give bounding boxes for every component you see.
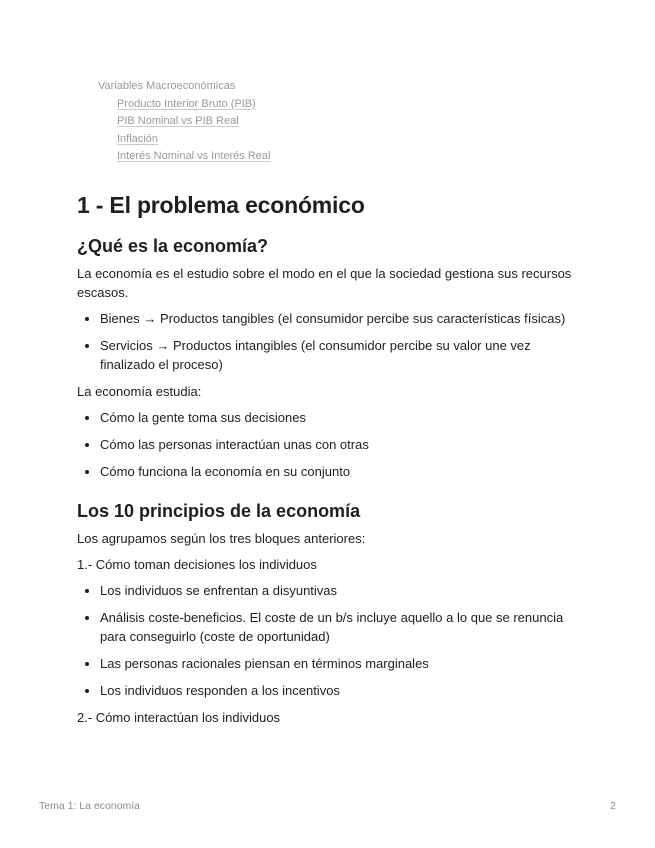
paragraph-studies-label: La economía estudia: — [77, 384, 202, 399]
section-heading-que-es: ¿Qué es la economía? — [77, 236, 269, 256]
toc-item-pib-nominal-real[interactable]: PIB Nominal vs PIB Real — [117, 115, 239, 128]
table-of-contents — [98, 78, 270, 166]
bullet-list-bienes-servicios — [77, 309, 572, 374]
list-item: • Los individuos se enfrentan a disyuntivas — [100, 581, 572, 600]
list-item: • Las personas racionales piensan en términos marginales — [100, 654, 572, 673]
paragraph-intro-principios: Los agrupamos según los tres bloques anteriores: — [77, 531, 366, 546]
bullet-list-estudia — [77, 408, 572, 481]
toc-item-interes[interactable]: Interés Nominal vs Interés Real — [117, 150, 271, 163]
document-body — [77, 190, 572, 734]
toc-item-pib[interactable]: Producto Interior Bruto (PIB) — [117, 97, 256, 110]
block-label-interactuan: 2.- Cómo interactúan los individuos — [77, 710, 281, 725]
list-item: • Cómo las personas interactúan unas con otras — [100, 435, 572, 454]
block-label-decisiones: 1.- Cómo toman decisiones los individuos — [77, 557, 317, 572]
toc-item-inflacion[interactable]: Inflación — [117, 132, 158, 145]
paragraph-definition: La economía es el estudio sobre el modo en el que la sociedad gestiona sus recursos escasos. — [77, 266, 572, 300]
list-item: • Cómo la gente toma sus decisiones — [100, 408, 572, 427]
bullet-list-principios-1 — [77, 581, 572, 700]
page-number: 2 — [610, 800, 616, 812]
page-footer — [39, 800, 616, 812]
toc-section-link[interactable]: Variables Macroeconómicas — [98, 80, 236, 92]
list-item: • Cómo funciona la economía en su conjunto — [100, 462, 572, 481]
list-item: • Análisis coste-beneficios. El coste de un b/s incluye aquello a lo que se renuncia para conseguirlo (coste de oportunidad) — [100, 608, 572, 646]
section-heading-principios: Los 10 principios de la economía — [77, 501, 361, 521]
list-item: • Servicios → Productos intangibles (el consumidor percibe su valor une vez finalizado el proceso) — [100, 336, 572, 374]
list-item: • Los individuos responden a los incentivos — [100, 681, 572, 700]
page-title: 1 - El problema económico — [77, 192, 365, 218]
footer-doc-title: Tema 1: La economía — [39, 800, 140, 812]
list-item: • Bienes → Productos tangibles (el consumidor percibe sus características físicas) — [100, 309, 572, 328]
